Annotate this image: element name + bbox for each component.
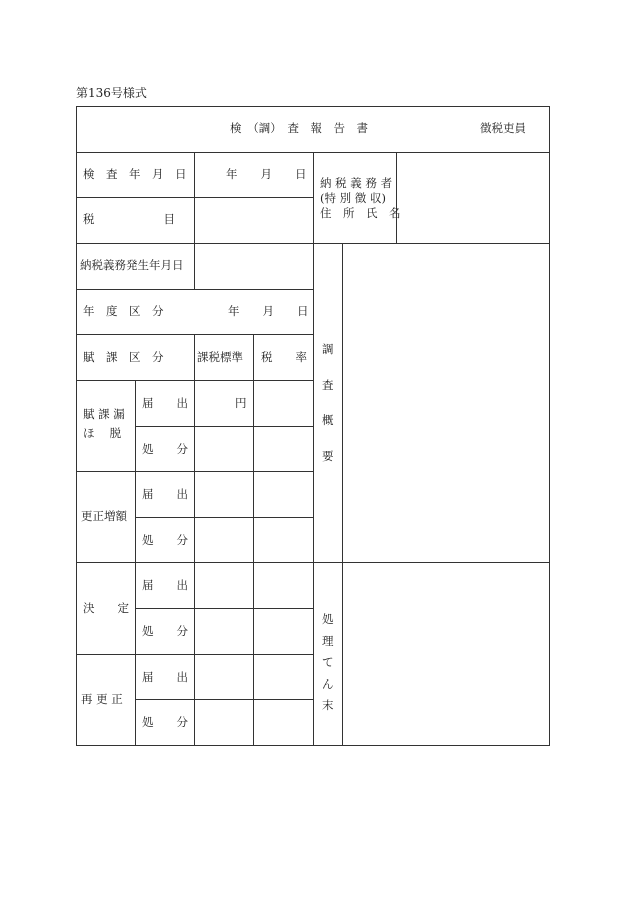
omission-label-line2: ほ 脱 (83, 426, 122, 440)
report-form (76, 106, 550, 746)
col-value-divider (194, 334, 195, 746)
omission-disposition-label: 処 分 (142, 442, 188, 456)
recorrection-label: 再 更 正 (81, 692, 123, 706)
fiscal-year-label: 年 度 区 分 (83, 304, 164, 318)
frame-right (549, 106, 550, 746)
col-main-divider (313, 152, 314, 746)
decision-disposition-label: 処 分 (142, 624, 188, 638)
inspection-date-label: 検 査 年 月 日 (83, 167, 187, 181)
officer-label: 徴税吏員 (480, 121, 526, 135)
tax-base-label: 課税標準 (197, 350, 243, 364)
tax-item-label: 税 目 (83, 212, 175, 226)
omission-filed-label: 届 出 (142, 396, 188, 410)
assessment-label: 賦 課 区 分 (83, 350, 164, 364)
rule-decision-mid (135, 608, 313, 609)
disposition-outcome-label: 処 理 て ん 末 (322, 612, 334, 712)
liability-date-label: 納税義務発生年月日 (80, 258, 184, 272)
col-taxpayer-divider (396, 152, 397, 243)
correction-increase-label: 更正増額 (81, 509, 127, 523)
rule-liability (76, 289, 313, 290)
col-vertical-label-divider (342, 243, 343, 746)
tax-rate-label: 税 率 (261, 350, 307, 364)
col-group-divider (135, 380, 136, 746)
rule-recorrection-mid (135, 699, 313, 700)
col-rate-divider (253, 334, 254, 746)
yen-unit: 円 (235, 396, 247, 410)
frame-top (76, 106, 550, 107)
omission-label-line1: 賦 課 漏 (83, 407, 125, 421)
taxpayer-label-line3: 住 所 氏 名 (320, 206, 401, 220)
rule-omission-mid (135, 426, 313, 427)
report-title: 検 （調） 査 報 告 書 (230, 121, 368, 135)
investigation-summary-label: 調 査 概 要 (322, 342, 334, 463)
increase-filed-label: 届 出 (142, 487, 188, 501)
inspection-date-value: 年 月 日 (226, 167, 307, 181)
frame-left (76, 106, 77, 746)
increase-disposition-label: 処 分 (142, 533, 188, 547)
decision-label: 決 定 (83, 601, 129, 615)
decision-filed-label: 届 出 (142, 578, 188, 592)
taxpayer-label-line2: (特 別 徴 収) (320, 191, 386, 205)
taxpayer-label-line1: 納 税 義 務 者 (320, 176, 393, 190)
form-number: 第136号様式 (76, 86, 147, 100)
rule-increase-mid (135, 517, 313, 518)
fiscal-year-value: 年 月 日 (228, 304, 309, 318)
recorrection-filed-label: 届 出 (142, 670, 188, 684)
col-date-divider (194, 152, 195, 289)
recorrection-disposition-label: 処 分 (142, 715, 188, 729)
